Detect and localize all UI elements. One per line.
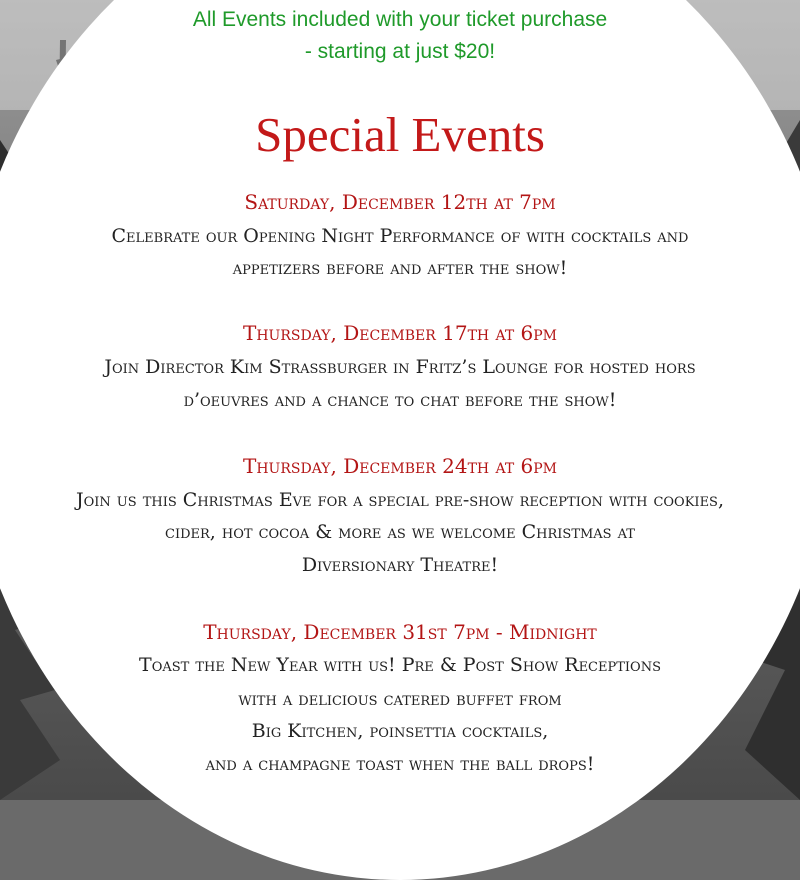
event-desc-4-line-1: Toast the New Year with us! Pre & Post Show Receptions [139,654,661,676]
event-desc-2-line-1: Join Director Kim Strassburger in Fritz’s Lounge for hosted hors [104,356,696,378]
event-desc-3-line-2: cider, hot cocoa & more as we welcome Christmas at [165,521,635,543]
ticket-info-line-1: All Events included with your ticket purchase [192,8,608,31]
event-desc-4-line-4: and a champagne toast when the ball drops! [205,753,595,775]
event-desc-1-line-2: appetizers before and after the show! [232,257,568,279]
event-desc-1-line-1: Celebrate our Opening Night Performance of with cocktails and [111,225,689,247]
event-desc-2-line-2: d’oeuvres and a chance to chat before the show! [183,389,617,411]
event-desc-4-line-2: with a delicious catered buffet from [238,688,562,710]
event-desc-3-line-3: Diversionary Theatre! [301,554,499,576]
page-title: Special Events [255,107,545,162]
event-date-1: Saturday, December 12th at 7pm [244,190,556,214]
ticket-info-line-2: - starting at just $20! [304,40,496,63]
event-desc-3-line-1: Join us this Christmas Eve for a special pre-show reception with cookies, [75,489,724,511]
event-desc-4-line-3: Big Kitchen, poinsettia cocktails, [251,720,549,742]
event-date-4: Thursday, December 31st 7pm - Midnight [203,620,597,644]
event-date-2: Thursday, December 17th at 6pm [242,321,557,345]
event-date-3: Thursday, December 24th at 6pm [242,454,557,478]
